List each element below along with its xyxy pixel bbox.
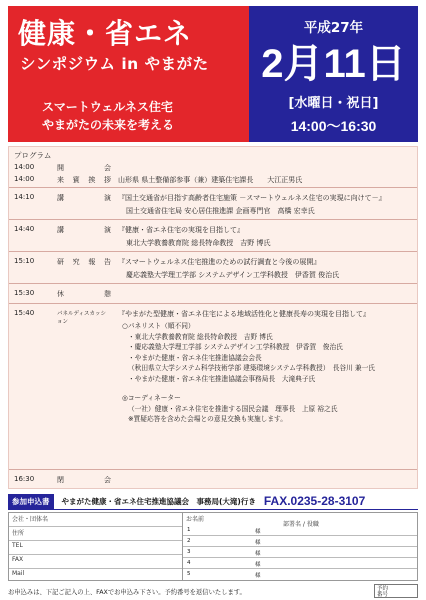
row-kind: 講演	[57, 194, 111, 202]
panelist-3-affiliation: （秋田県立大学システム科学技術学部 建築環境システム学科教授） 長谷川 兼一氏	[128, 364, 375, 372]
address-label: 住所	[12, 530, 25, 537]
row-kind: 閉会	[57, 476, 111, 484]
attendee-row[interactable]	[183, 570, 417, 580]
divider	[9, 187, 417, 188]
registration-organizer: やまがた健康・省エネ住宅推進協議会 事務局(大滝)行き	[61, 496, 256, 506]
row-time: 14:00	[14, 175, 35, 183]
row-kind: パネルディスカッション	[57, 311, 107, 325]
panelist-heading: ○パネリスト（順不同）	[122, 322, 195, 330]
row-speaker: 慶応義塾大学理工学部 システムデザイン工学科教授 伊香賀 俊治氏	[126, 271, 340, 279]
event-weekday: [水曜日・祝日]	[288, 96, 379, 111]
panelist-3: ・やまがた健康・省エネ住宅推進協議会会長	[128, 353, 262, 362]
row-time: 14:10	[14, 193, 35, 201]
divider	[9, 469, 417, 470]
form-company-block	[9, 513, 183, 580]
row-time: 16:30	[14, 475, 35, 483]
form-line	[9, 554, 182, 555]
event-date: 2月11日	[261, 42, 406, 86]
row-desc: 『スマートウェルネス住宅推進のための試行調査と今後の展開』	[118, 258, 321, 266]
program-section	[8, 146, 418, 489]
program-label: プログラム	[14, 151, 52, 160]
row-kind: 来賓挨拶	[57, 176, 111, 184]
panelist-1: ・東北大学教養教育院 総長特命教授 吉野 博氏	[128, 332, 273, 341]
row-time: 15:40	[14, 309, 35, 317]
row-desc: 『国土交通省が目指す高齢者住宅施策 －スマートウェルネス住宅の実現に向けて－』	[118, 194, 386, 202]
role-label: 部署名 / 役職	[283, 521, 319, 528]
coordinator-heading: ◎コーディネーター	[122, 394, 181, 402]
row-time: 15:30	[14, 289, 35, 297]
row-kind: 講演	[57, 226, 111, 234]
reservation-number-box[interactable]	[374, 584, 418, 598]
row-number: 2	[187, 538, 191, 544]
registration-fax: FAX.0235-28-3107	[263, 494, 366, 508]
attendee-row[interactable]	[183, 559, 417, 569]
row-suffix: 様	[255, 540, 261, 546]
row-suffix: 様	[255, 529, 261, 535]
registration-bar	[8, 493, 418, 510]
row-kind: 休憩	[57, 290, 111, 298]
event-subtitle: シンポジウム in やまがた	[20, 55, 209, 73]
divider	[9, 303, 417, 304]
row-time: 14:40	[14, 225, 35, 233]
attendee-row[interactable]	[183, 537, 417, 547]
form-line	[9, 526, 182, 527]
form-attendee-block	[183, 513, 417, 580]
header-date-panel	[249, 6, 418, 142]
registration-form	[8, 512, 418, 581]
header-title-panel	[8, 6, 249, 142]
row-kind: 開会	[57, 164, 111, 172]
row-desc: 山形県 県土整備部参事（兼）建築住宅課長 大江正男氏	[118, 176, 303, 184]
row-speaker: 国土交通省住宅局 安心居住推進課 企画専門官 高橋 宏幸氏	[126, 207, 315, 215]
header	[8, 6, 418, 142]
row-number: 3	[187, 549, 191, 555]
tel-label: TEL	[12, 542, 23, 549]
panelist-2: ・慶応義塾大学理工学部 システムデザイン工学科教授 伊香賀 俊治氏	[128, 343, 343, 351]
attendee-row[interactable]	[183, 526, 417, 536]
mail-label: Mail	[12, 570, 25, 577]
divider	[9, 219, 417, 220]
row-suffix: 様	[255, 562, 261, 568]
row-desc: 『健康・省エネ住宅の実現を目指して』	[118, 226, 244, 234]
row-number: 5	[187, 571, 191, 577]
box-label-1: 予約	[377, 586, 389, 592]
event-time: 14:00〜16:30	[290, 118, 377, 134]
qa-note: ※質疑応答を含めた会場との意見交換も実施します。	[128, 415, 287, 423]
event-title: 健康・省エネ	[18, 17, 193, 50]
attendee-row[interactable]	[183, 548, 417, 558]
footer	[8, 584, 418, 598]
name-label: お名前	[186, 516, 205, 523]
row-time: 15:10	[14, 257, 35, 265]
row-time: 14:00	[14, 163, 35, 171]
form-line	[9, 568, 182, 569]
row-suffix: 様	[255, 551, 261, 557]
row-desc: 『やまがた型健康・省エネ住宅による地域活性化と健康長寿の実現を目指して』	[118, 310, 370, 318]
company-label: 会社・団体名	[12, 516, 49, 523]
theme-line-2: やまがたの未来を考える	[42, 118, 175, 132]
fax-label: FAX	[12, 556, 24, 563]
row-suffix: 様	[255, 573, 261, 579]
coordinator: （一社）健康・省エネ住宅を推進する国民会議 理事長 上原 裕之氏	[128, 404, 338, 413]
divider	[9, 283, 417, 284]
row-number: 1	[187, 527, 191, 533]
panelist-4: ・やまがた健康・省エネ住宅推進協議会事務局長 大滝典子氏	[128, 374, 316, 383]
theme-line-1: スマートウェルネス住宅	[42, 100, 173, 114]
event-year: 平成27年	[303, 20, 364, 36]
row-kind: 研究報告	[57, 258, 111, 266]
row-number: 4	[187, 560, 191, 566]
box-label-2: 番号	[377, 592, 389, 598]
divider	[9, 251, 417, 252]
registration-badge: 参加申込書	[8, 494, 54, 509]
row-speaker: 東北大学教養教育院 総長特命教授 吉野 博氏	[126, 239, 271, 247]
form-line	[9, 540, 182, 541]
footer-note: お申込みは、下記ご記入の上、FAXでお申込み下さい。予約番号を返信いたします。	[8, 589, 246, 596]
